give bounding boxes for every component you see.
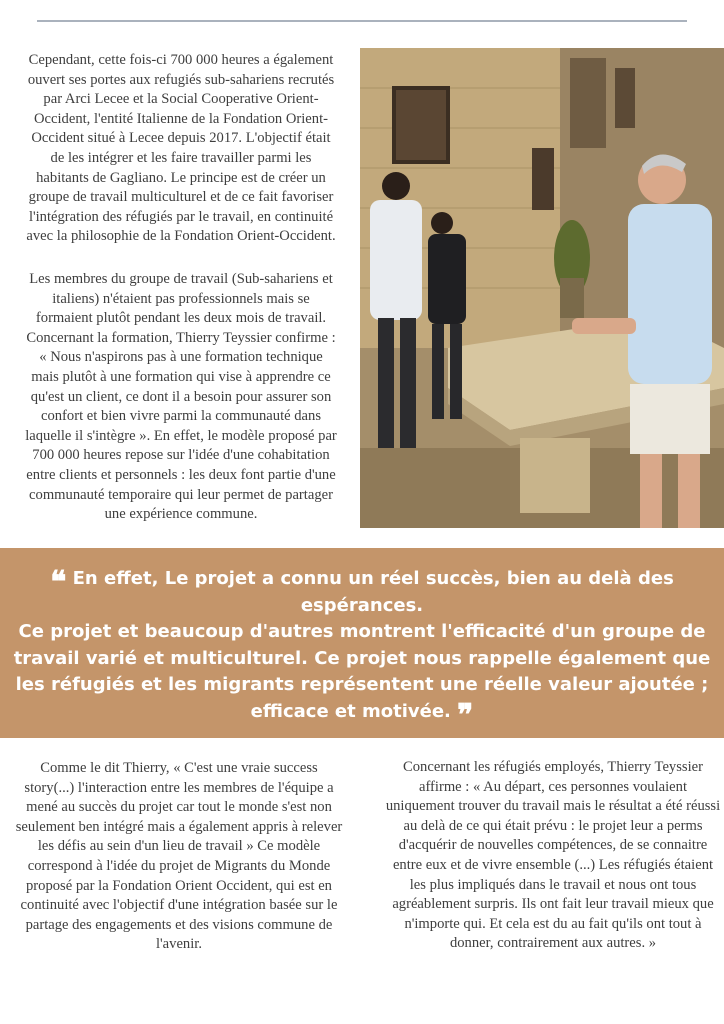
close-quote-icon: ❞ xyxy=(457,697,474,733)
pull-quote-line-1: En effet, Le projet a connu un réel succès, bien au delà des espérances. xyxy=(72,568,674,616)
intro-paragraph-text: Cependant, cette fois-ci 700 000 heures a également ouvert ses portes aux refugiés sub-sahariens recrutés par Arci Lecee et la Social Cooperative Orient-Occident, l'entité Italienne de la Fondation Orient-Occident situé à Lecee depuis 2017. L'objectif était de les intégrer et les faire travailler parmi les habitants de Gagliano. Le principe est de créer un groupe de travail multiculturel et de ce fait favoriser l'intégration des réfugiés par le travail, en continuité avec la philosophie de la Fondation Orient-Occident. xyxy=(26,52,336,245)
courtyard-photo-illustration xyxy=(360,48,724,528)
training-paragraph xyxy=(24,270,338,525)
refugees-employed-paragraph-text: Concernant les réfugiés employés, Thierry Teyssier affirme : « Au départ, ces personnes voulaient uniquement trouver du travail mais le résultat a été réussi au delà de ce qui était prévu : le projet leur a perms d'acquérir de nouvelles compétences, de se connaitre entre eux et de vivre ensemble (...) Les réfugiés étaient les plus impliqués dans le travail et nous ont tous agréablement surpris. Ils ont fait leur travail mieux que n'importe qui. Et cela est du au fait qu'ils ont tout à donner, contrairement aux autres. » xyxy=(385,759,721,952)
success-story-paragraph-text: Comme le dit Thierry, « C'est une vraie success story(...) l'interaction entre les membres de l'équipe a mené au succès du projet car tout le monde s'est non seulement ben intégré mais a également appris à relever les défis au sein d'un lieu de travail » Ce modèle correspond à l'idée du projet de Migrants du Monde proposé par la Fondation Orient Occident, qui est en continuité avec l'objectif d'une intégration basée sur le partage des engagements et des visions commune de l'avenir. xyxy=(15,760,343,953)
open-quote-icon: ❝ xyxy=(50,565,67,600)
training-paragraph-text: Les membres du groupe de travail (Sub-sahariens et italiens) n'étaient pas professionnels mais se formaient plutôt pendant les deux mois de travail. Concernant la formation, Thierry Teyssier confirme : « Nous n'aspirons pas à une formation technique mais plutôt à une formation qui vise à apprendre ce qu'est un client, ce dont il a besoin pour assurer son confort et bien vivre parmi la communauté dans laquelle il s'intègre ». En effet, le modèle proposé par 700 000 heures repose sur l'idée d'une cohabitation entre clients et personnels : les deux font partie d'une communauté temporaire qui leur permet de partager une expérience commune. xyxy=(25,271,337,523)
intro-paragraph xyxy=(24,51,338,247)
top-divider xyxy=(37,20,687,22)
success-story-paragraph xyxy=(14,759,344,955)
pull-quote-line-2: Ce projet et beaucoup d'autres montrent l'efficacité d'un groupe de travail varié et multiculturel. Ce projet nous rappelle également que les réfugiés et les migrants représentent une réelle valeur ajoutée ; efficace et motivée. xyxy=(13,621,711,722)
courtyard-photo xyxy=(360,48,724,528)
refugees-employed-paragraph xyxy=(385,758,721,954)
pull-quote xyxy=(8,565,716,733)
